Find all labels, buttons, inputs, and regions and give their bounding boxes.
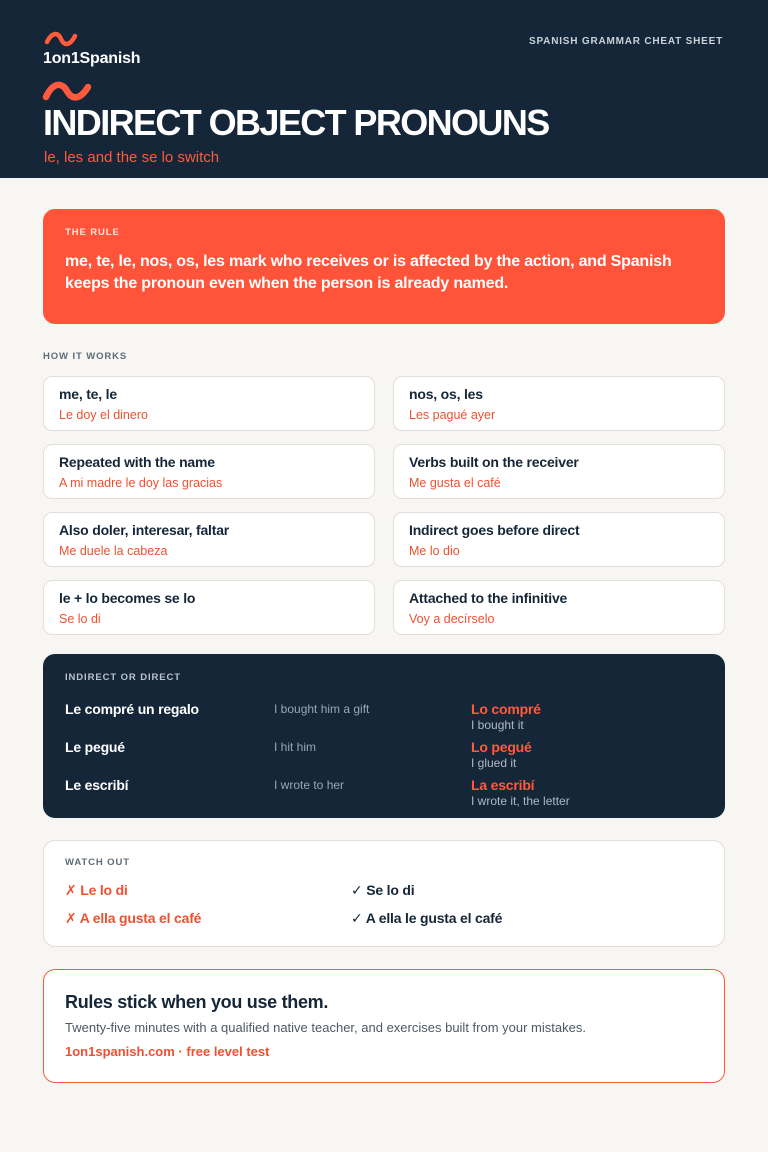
indirect-translation: I hit him xyxy=(274,740,317,754)
rule-card xyxy=(43,580,375,635)
correct-example: ✓ A ella le gusta el café xyxy=(351,910,503,926)
how-it-works-label: HOW IT WORKS xyxy=(43,351,128,362)
direct-translation: I wrote it, the letter xyxy=(471,794,570,808)
indirect-translation: I bought him a gift xyxy=(274,702,370,716)
logo-wave-icon xyxy=(44,30,78,48)
correct-example: ✓ Se lo di xyxy=(351,882,415,898)
indirect-or-direct-label: INDIRECT OR DIRECT xyxy=(65,672,181,683)
sheet-tag: SPANISH GRAMMAR CHEAT SHEET xyxy=(528,36,723,47)
page-title: INDIRECT OBJECT PRONOUNS xyxy=(43,102,549,143)
indirect-translation: I wrote to her xyxy=(274,778,345,792)
card-example: Voy a decírselo xyxy=(409,612,495,626)
how-it-works-grid xyxy=(43,376,725,635)
rule-text: me, te, le, nos, os, les mark who receives or is affected by the action, and Spanish keeps the pronoun even when the person is already named. xyxy=(65,253,672,292)
wrong-example: ✗ Le lo di xyxy=(65,882,128,898)
rule-card xyxy=(43,444,375,499)
card-title: Repeated with the name xyxy=(59,454,215,470)
card-example: Les pagué ayer xyxy=(409,408,496,422)
indirect-or-direct-box xyxy=(43,654,725,818)
page-subtitle: le, les and the se lo switch xyxy=(44,149,220,166)
direct-sentence: La escribí xyxy=(471,777,535,793)
cta-box xyxy=(43,969,725,1083)
comparison-row xyxy=(65,739,705,777)
direct-translation: I glued it xyxy=(471,756,517,770)
card-example: Me duele la cabeza xyxy=(59,544,168,558)
card-title: Indirect goes before direct xyxy=(409,522,580,538)
comparison-row xyxy=(65,701,705,739)
card-title: le + lo becomes se lo xyxy=(59,590,196,606)
comparison-row xyxy=(65,777,705,815)
card-title: nos, os, les xyxy=(409,386,483,402)
header xyxy=(0,0,768,178)
card-example: A mi madre le doy las gracias xyxy=(59,476,223,490)
rule-card xyxy=(393,580,725,635)
card-title: Attached to the infinitive xyxy=(409,590,568,606)
cta-text: Twenty-five minutes with a qualified native teacher, and exercises built from your mistakes. xyxy=(65,1020,586,1035)
rule-card xyxy=(393,376,725,431)
indirect-sentence: Le escribí xyxy=(65,777,129,793)
indirect-sentence: Le pegué xyxy=(65,739,125,755)
wrong-example: ✗ A ella gusta el café xyxy=(65,910,202,926)
card-example: Me gusta el café xyxy=(409,476,501,490)
rule-card xyxy=(43,512,375,567)
card-example: Se lo di xyxy=(59,612,101,626)
direct-sentence: Lo compré xyxy=(471,701,541,717)
watch-out-box xyxy=(43,840,725,947)
card-title: me, te, le xyxy=(59,386,117,402)
rule-card xyxy=(43,376,375,431)
watch-out-label: WATCH OUT xyxy=(65,857,130,868)
card-example: Me lo dio xyxy=(409,544,460,558)
card-title: Verbs built on the receiver xyxy=(409,454,579,470)
brand-logo-text[interactable]: 1on1Spanish xyxy=(43,50,141,67)
indirect-sentence: Le compré un regalo xyxy=(65,701,199,717)
rule-card xyxy=(393,444,725,499)
direct-translation: I bought it xyxy=(471,718,524,732)
cta-link[interactable]: 1on1spanish.com · free level test xyxy=(65,1044,270,1059)
cta-title: Rules stick when you use them. xyxy=(65,992,329,1012)
rule-label: THE RULE xyxy=(65,227,120,238)
rule-box xyxy=(43,209,725,324)
direct-sentence: Lo pegué xyxy=(471,739,532,755)
card-title: Also doler, interesar, faltar xyxy=(59,522,230,538)
rule-card xyxy=(393,512,725,567)
card-example: Le doy el dinero xyxy=(59,408,148,422)
